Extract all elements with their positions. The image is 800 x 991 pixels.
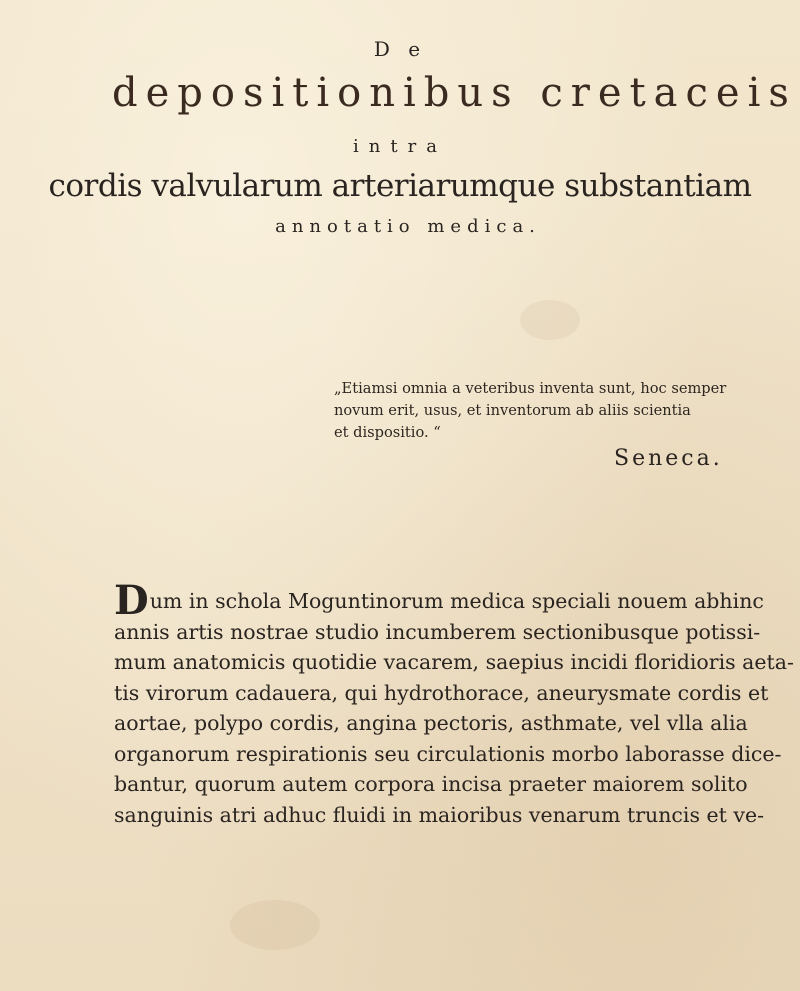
title-de: D e (373, 37, 427, 61)
body-line: um in schola Moguntinorum medica speciali nouem abhinc (149, 589, 764, 613)
epigraph (334, 378, 774, 444)
title-main: depositionibus cretaceis (112, 70, 797, 116)
body-line: mum anatomicis quotidie vacarem, saepius incidi floridioris aeta- (114, 650, 794, 674)
paper-stain (230, 900, 320, 950)
body-line: organorum respirationis seu circulationis morbo laborasse dice- (114, 741, 782, 766)
body-line: bantur, quorum autem corpora incisa praeter maiorem solito (114, 772, 748, 796)
body-line: aortae, polypo cordis, angina pectoris, asthmate, vel vlla alia (114, 711, 748, 735)
body-line: annis artis nostrae studio incumberem sectionibusque potissi- (114, 619, 761, 644)
title-annotatio: annotatio medica. (275, 216, 541, 237)
body-text (114, 577, 794, 830)
epigraph-line: et dispositio. “ (334, 424, 441, 441)
body-line: tis virorum cadauera, qui hydrothorace, aneurysmate cordis et (114, 680, 769, 705)
body-line-first (114, 577, 764, 624)
body-line: sanguinis atri adhuc fluidi in maioribus venarum truncis et ve- (114, 802, 765, 827)
epigraph-author: Seneca. (614, 446, 723, 471)
paper-stain (520, 300, 580, 340)
epigraph-line: novum erit, usus, et inventorum ab aliis scientia (334, 402, 691, 419)
epigraph-line: „Etiamsi omnia a veteribus inventa sunt, hoc semper (334, 380, 727, 397)
title-intra: intra (353, 136, 447, 157)
dropcap: D (114, 577, 149, 624)
title-subtitle: cordis valvularum arteriarumque substantiam (48, 168, 752, 204)
